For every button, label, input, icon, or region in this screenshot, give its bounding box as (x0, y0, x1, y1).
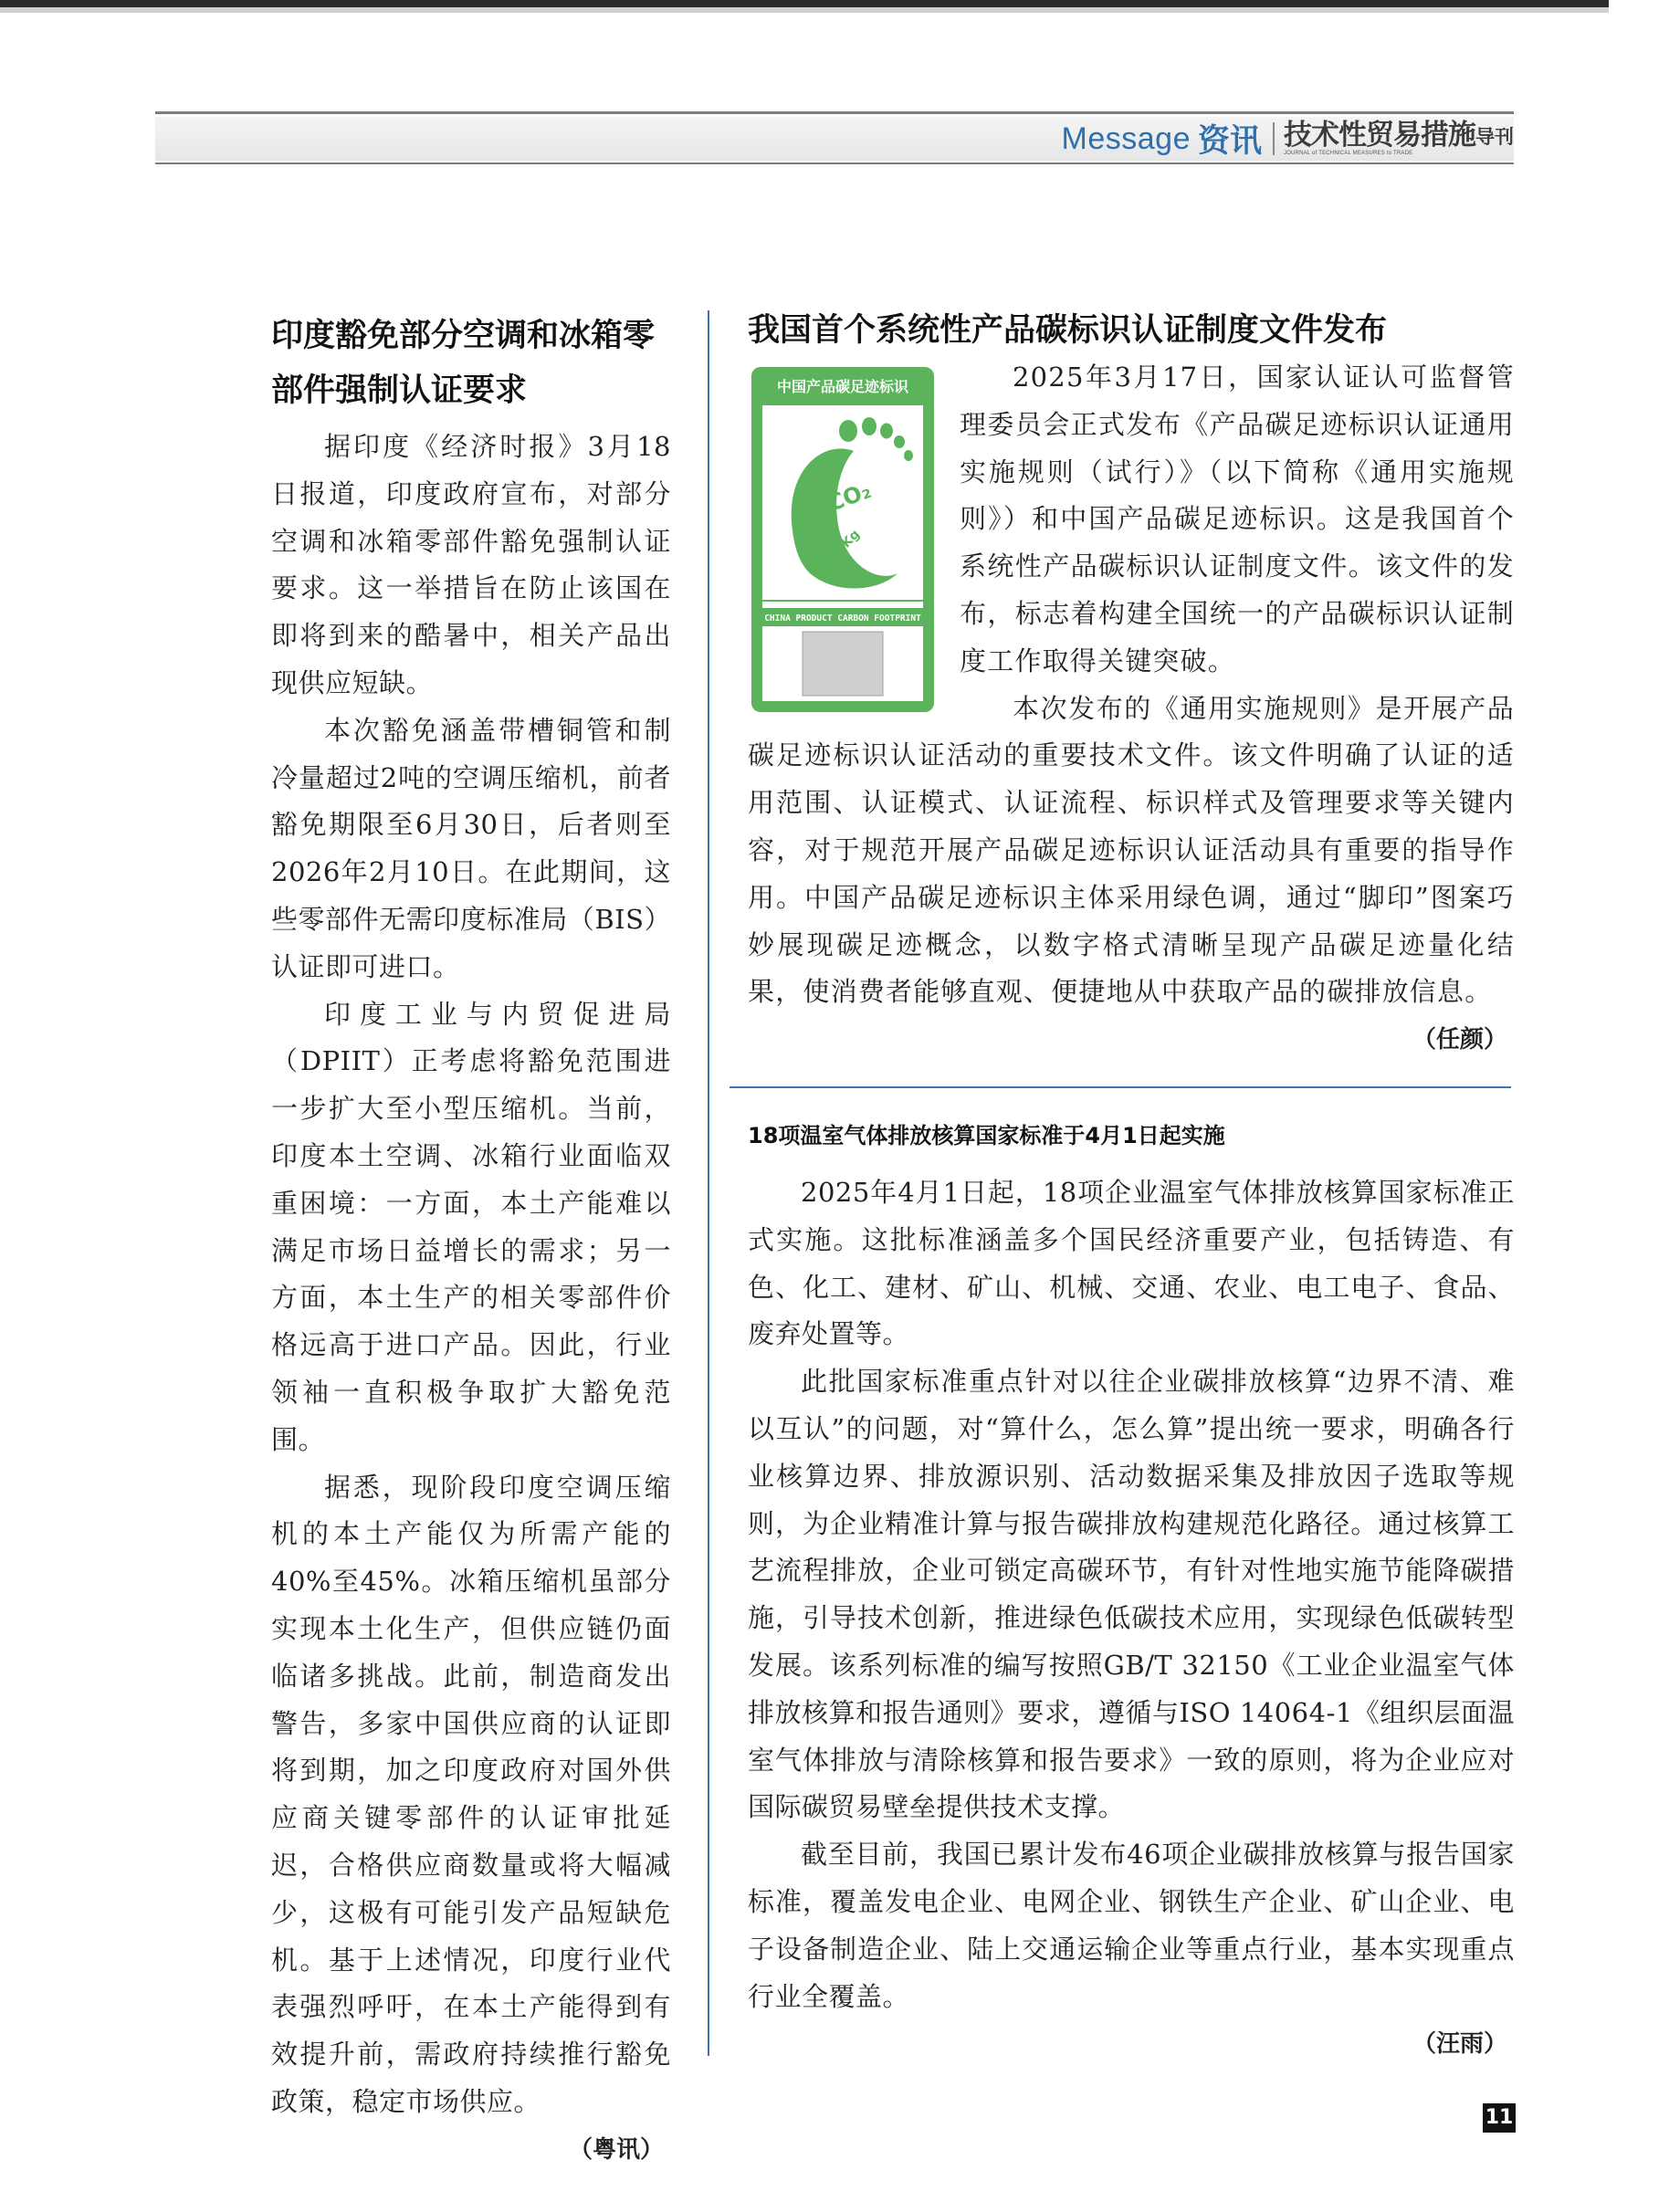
left-article (271, 309, 671, 2174)
running-header (155, 111, 1514, 166)
left-article-credit: （粤讯） (568, 2135, 664, 2164)
left-paragraph-2: 本次豁免涵盖带槽铜管和制冷量超过2吨的空调压缩机，前者豁免期限至6月30日，后者则至2026年2月10日。在此期间，这些零部件无需印度标准局（BIS）认证即可进口。 (271, 714, 671, 982)
left-paragraph-3: 印度工业与内贸促进局（DPIIT）正考虑将豁免范围进一步扩大至小型压缩机。当前，印度本土空调、冰箱行业面临双重困境：一方面，本土产能难以满足市场日益增长的需求；另一方面，本土生产的相关零部件价格远高于进口产品。因此，行业领袖一直积极争取扩大豁免范围。 (271, 998, 671, 1455)
logo-label-top: 中国产品碳足迹标识 (776, 378, 909, 395)
right-bottom-paragraph-1: 2025年4月1日起，18项企业温室气体排放核算国家标准正式实施。这批标准涵盖多个国民经济重要产业，包括铸造、有色、化工、建材、矿山、机械、交通、农业、电工电子、食品、废弃处置等。 (748, 1177, 1515, 1350)
logo-co2-mark: CO₂ (824, 477, 875, 517)
right-top-article-credit: （任颜） (1412, 1026, 1507, 1054)
right-top-article-title: 我国首个系统性产品碳标识认证制度文件发布 (748, 312, 1388, 349)
right-article-top (748, 307, 1515, 1064)
left-article-title: 印度豁免部分空调和冰箱零部件强制认证要求 (271, 318, 656, 409)
journal-logo (1284, 121, 1514, 157)
carbon-footprint-logo (751, 367, 934, 712)
section-label-cn: 资讯 (1197, 123, 1262, 160)
right-bottom-paragraph-3: 截至目前，我国已累计发布46项企业碳排放核算与报告国家标准，覆盖发电企业、电网企业、钢铁生产企业、矿山企业、电子设备制造企业、陆上交通运输企业等重点行业，基本实现重点行业全覆盖。 (748, 1839, 1515, 2012)
header-brand (1062, 119, 1514, 159)
right-bottom-paragraph-2: 此批国家标准重点针对以往企业碳排放核算“边界不清、难以互认”的问题，对“算什么，怎么算”提出统一要求，明确各行业核算边界、排放源识别、活动数据采集及排放因子选取等规则，为企业精准计算与报告碳排放构建规范化路径。通过核算工艺流程排放，企业可锁定高碳环节，有针对性地实施节能降碳措施，引导技术创新，推进绿色低碳技术应用，实现绿色低碳转型发展。该系列标准的编写按照GB/T 32150《工业企业温室气体排放核算和报告通则》要求，遵循与ISO 14064-1《组织层面温室气体排放与清除核算和报告要求》一致的原则，将为企业应对国际碳贸易壁垒提供技术支撑。 (748, 1366, 1515, 1823)
right-bottom-article-title: 18项温室气体排放核算国家标准于4月1日起实施 (748, 1123, 1225, 1148)
right-article-bottom (748, 1117, 1515, 2068)
left-paragraph-1: 据印度《经济时报》3月18日报道，印度政府宣布，对部分空调和冰箱零部件豁免强制认证要求。这一举措旨在防止该国在即将到来的酷暑中，相关产品出现供应短缺。 (271, 431, 671, 698)
column-divider (708, 310, 709, 2056)
right-top-article-body (748, 354, 1515, 1064)
header-rule-bottom (155, 162, 1514, 164)
top-edge-dark (0, 0, 1609, 7)
top-edge-light (0, 7, 1609, 13)
right-bottom-article-credit: （汪雨） (1412, 2030, 1507, 2059)
logo-qr-placeholder (803, 632, 883, 696)
right-top-paragraph-2: 本次发布的《通用实施规则》是开展产品碳足迹标识认证活动的重要技术文件。该文件明确了认证的适用范围、认证模式、认证流程、标识样式及管理要求等关键内容，对于规范开展产品碳足迹标识认证活动具有重要的指导作用。中国产品碳足迹标识主体采用绿色调，通过“脚印”图案巧妙展现碳足迹概念，以数字格式清晰呈现产品碳足迹量化结果，使消费者能够直观、便捷地从中获取产品的碳排放信息。 (748, 692, 1515, 1008)
header-separator (1273, 122, 1275, 155)
journal-name-en: JOURNAL of TECHNICAL MEASURES to TRADE (1284, 151, 1413, 156)
logo-digits: 0000Kg (814, 527, 863, 576)
section-label-en: Message (1061, 121, 1191, 156)
right-top-paragraph-1: 2025年3月17日，国家认证认可监督管理委员会正式发布《产品碳足迹标识认证通用实施规则（试行）》（以下简称《通用实施规则》）和中国产品碳足迹标识。这是我国首个系统性产品碳标识认证制度文件。该文件的发布，标志着构建全国统一的产品碳标识认证制度工作取得关键突破。 (960, 362, 1515, 676)
logo-label-bottom: CHINA PRODUCT CARBON FOOTPRINT (764, 613, 921, 624)
journal-name-suffix: 导刊 (1475, 126, 1514, 148)
page-number: 11 (1483, 2103, 1516, 2133)
article-separator (730, 1086, 1511, 1088)
header-rule-top (155, 111, 1514, 114)
journal-name-cn: 技术性贸易措施 (1284, 119, 1475, 152)
page-top-edge (0, 0, 1669, 18)
left-paragraph-4: 据悉，现阶段印度空调压缩机的本土产能仅为所需产能的40%至45%。冰箱压缩机虽部分实现本土化生产，但供应链仍面临诸多挑战。此前，制造商发出警告，多家中国供应商的认证即将到期，加之印度政府对国外供应商关键零部件的认证审批延迟，合格供应商数量或将大幅减少，这极有可能引发产品短缺危机。基于上述情况，印度行业代表强烈呼吁，在本土产能得到有效提升前，需政府持续推行豁免政策，稳定市场供应。 (271, 1471, 671, 2117)
